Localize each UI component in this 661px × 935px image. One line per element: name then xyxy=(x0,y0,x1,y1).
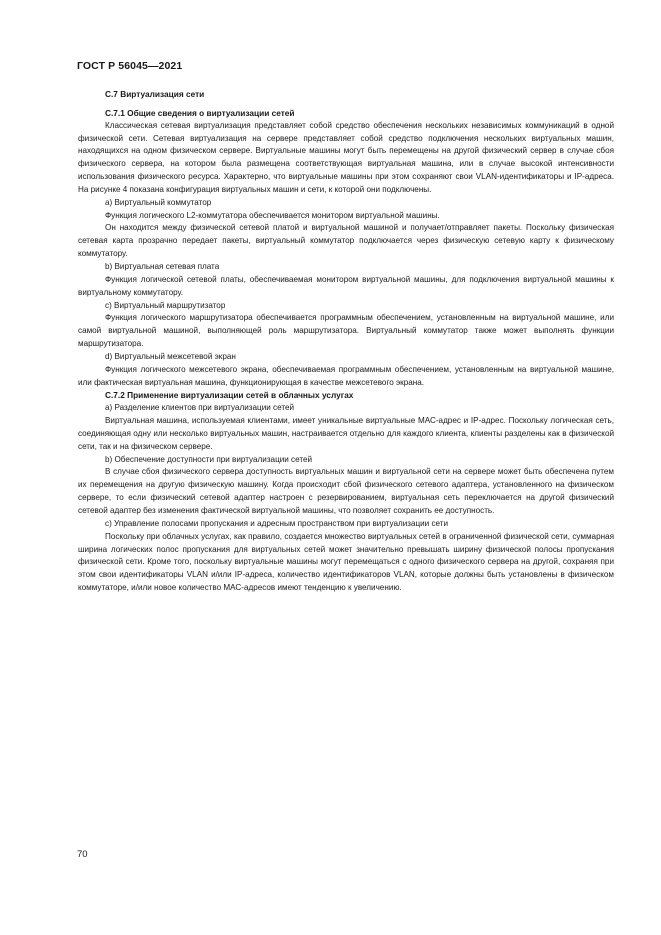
paragraph: В случае сбоя физического сервера доступность виртуальных машин и виртуальной сети на сервере может быть обеспечена путем их перемещения на другую физическую машину. Когда происходит сбой физического сетевого адаптера, установленного на физическом сервере, то если физический сетевой адаптер настроен с резервированием, виртуальная сеть переключается на другой физический сетевой адаптер без изменения фактической виртуальной машины, что позволяет сохранить ее доступность. xyxy=(78,467,614,515)
paragraph: Классическая сетевая виртуализация представляет собой средство обеспечения нескольких независимых коммуникаций в одной физической сети. Сетевая виртуализация на сервере представляет собой средство подключения нескольких виртуальных машин, находящихся на одном физическом сервере. Виртуальные машины могут быть перемещены на другой физический сервер в случае сбоя физического сервера, на котором была размещена соответствующая виртуальная машина, или в случае высокой интенсивности использования физического ресурса. Характерно, что виртуальные машины при этом сохраняют свои VLAN-идентификаторы и IP-адреса. На рисунке 4 показана конфигурация виртуальных машин и сети, к которой они подключены. xyxy=(78,120,614,194)
paragraph: Он находится между физической сетевой платой и виртуальной машиной и получает/отправляет пакеты. Поскольку физическая сетевая карта прозрачно передает пакеты, виртуальный коммутатор подключается через физическую сетевую карту к физическому коммутатору. xyxy=(78,223,614,259)
paragraph: Функция логического L2-коммутатора обеспечивается монитором виртуальной машины. xyxy=(105,210,440,220)
section-heading: С.7 Виртуализация сети xyxy=(105,89,205,99)
document-body xyxy=(78,88,614,595)
section-heading: С.7.1 Общие сведения о виртуализации сетей xyxy=(105,107,295,118)
paragraph: Функция логического маршрутизатора обеспечивается программным обеспечением, установленным на виртуальной машине, или самой виртуальной машиной, выполняющей роль маршрутизатора. Виртуальный коммутатор также может выполнять функции маршрутизатора. xyxy=(78,313,614,349)
list-item: d) Виртуальный межсетевой экран xyxy=(105,351,236,361)
section-heading: С.7.2 Применение виртуализации сетей в облачных услугах xyxy=(105,390,354,401)
list-item: c) Виртуальный маршрутизатор xyxy=(105,300,226,310)
paragraph: Поскольку при облачных услугах, как правило, создается множество виртуальных сетей в ограниченной физической сети, суммарная ширина логических полос пропускания для виртуальных сетей может значительно превышать ширину физической полосы пропускания физической сети. Кроме того, поскольку виртуальные машины могут перемещаться с одного физического сервера на другой, сохраняя при этом свои идентификаторы VLAN и/или IP-адреса, количество идентификаторов VLAN, которые должны быть установлены в физическом коммутаторе, и/или новое количество МАС-адресов имеют тенденцию к увеличению. xyxy=(78,531,614,593)
list-item: b) Обеспечение доступности при виртуализации сетей xyxy=(105,454,313,464)
list-item: a) Виртуальный коммутатор xyxy=(105,197,212,207)
page-number: 70 xyxy=(77,849,88,860)
standard-header: ГОСТ Р 56045—2021 xyxy=(77,60,183,72)
paragraph: Виртуальная машина, используемая клиентами, имеет уникальные виртуальные МАС-адрес и IP-адрес. Поскольку логическая сеть, соединяющая одну или несколько виртуальных машин, настраивается отдельно для каждого клиента, клиенты разделены как в физической сети, так и на физическом сервере. xyxy=(78,416,614,451)
paragraph: Функция логического межсетевого экрана, обеспечиваемая программным обеспечением, установленным на виртуальной машине, или фактическая виртуальная машина, функционирующая в качестве межсетевого экрана. xyxy=(78,364,614,387)
list-item: a) Разделение клиентов при виртуализации сетей xyxy=(105,403,295,413)
list-item: c) Управление полосами пропускания и адресным пространством при виртуализации сети xyxy=(105,518,449,528)
paragraph: Функция логической сетевой платы, обеспечиваемая монитором виртуальной машины, для подключения виртуальной машины к виртуальному коммутатору. xyxy=(78,274,614,297)
list-item: b) Виртуальная сетевая плата xyxy=(105,261,220,271)
